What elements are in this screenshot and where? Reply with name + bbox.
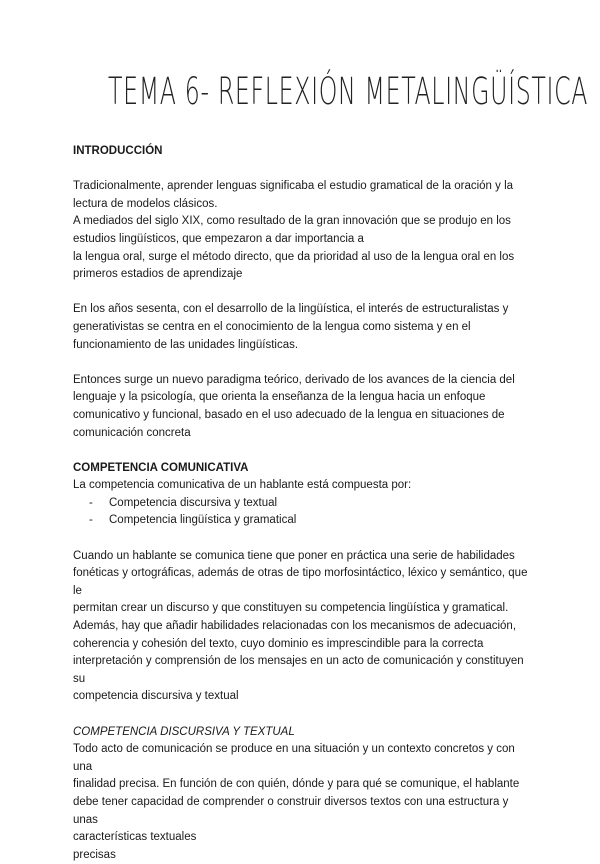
text-line: Tradicionalmente, aprender lenguas significaba el estudio gramatical de la oración y la	[73, 180, 514, 193]
text-line: Cuando un hablante se comunica tiene que poner en práctica una serie de habilidades	[73, 549, 515, 562]
document-body	[73, 143, 533, 864]
text-line: finalidad precisa. En función de con quién, dónde y para qué se comunique, el hablante	[73, 778, 520, 791]
text-line: estudios lingüísticos, que empezaron a dar importancia a	[73, 232, 364, 245]
text-line: primeros estadios de aprendizaje	[73, 268, 243, 281]
paragraph-intro-2	[73, 301, 533, 354]
text-line: La competencia comunicativa de un hablante está compuesta por:	[73, 479, 412, 492]
text-line: Todo acto de comunicación se produce en una situación y un contexto concretos y con una	[73, 743, 515, 773]
section-heading-competencia-comunicativa: COMPETENCIA COMUNICATIVA	[73, 461, 249, 474]
text-line: debe tener capacidad de comprender o construir diversos textos con una estructura y unas	[73, 795, 509, 826]
text-line: coherencia y cohesión del texto, cuyo dominio es imprescindible para la correcta	[73, 637, 484, 650]
text-line: fonéticas y ortográficas, además de otras de tipo morfosintáctico, léxico y semántico, que le	[73, 567, 528, 597]
paragraph-intro-1	[73, 178, 533, 284]
text-line: la lengua oral, surge el método directo, que da prioridad al uso de la lengua oral en los	[73, 250, 515, 263]
text-line: permitan crear un discurso y que constituyen su competencia lingüística y gramatical.	[73, 602, 509, 615]
paragraph-competencia-1	[73, 548, 533, 706]
text-line: comunicación concreta	[73, 426, 191, 439]
list-item: - Competencia discursiva y textual	[89, 496, 278, 509]
text-line: características textuales	[73, 831, 197, 844]
text-line: Entonces surge un nuevo paradigma teórico, derivado de los avances de la ciencia del	[73, 373, 515, 386]
text-line: interpretación y comprensión de los mensajes en un acto de comunicación y constituyen su	[73, 655, 524, 685]
text-line: A mediados del siglo XIX, como resultado de la gran innovación que se produjo en los	[73, 215, 511, 228]
list-item: - Competencia lingüística y gramatical	[89, 514, 297, 527]
competencia-list	[73, 495, 533, 530]
paragraph-discursiva-1	[73, 741, 533, 864]
text-line: Además, hay que añadir habilidades relacionadas con los mecanismos de adecuación,	[73, 620, 517, 633]
section-heading-competencia-discursiva: COMPETENCIA DISCURSIVA Y TEXTUAL	[73, 725, 295, 738]
text-line: competencia discursiva y textual	[73, 690, 239, 703]
page-title: TEMA 6- REFLEXIÓN METALINGÜÍSTICA	[108, 70, 589, 113]
text-line: funcionamiento de las unidades lingüísticas.	[73, 338, 299, 351]
paragraph-intro-3	[73, 372, 533, 442]
text-line: En los años sesenta, con el desarrollo de la lingüística, el interés de estructuralistas y	[73, 303, 509, 316]
section-heading-introduccion: INTRODUCCIÓN	[73, 145, 163, 157]
text-line: generativistas se centra en el conocimiento de la lengua como sistema y en el	[73, 320, 471, 333]
text-line: lenguaje y la psicología, que orienta la enseñanza de la lengua hacia un enfoque	[73, 391, 486, 404]
text-line: precisas	[73, 848, 116, 861]
text-line: comunicativo y funcional, basado en el uso adecuado de la lengua en situaciones de	[73, 408, 505, 421]
text-line: lectura de modelos clásicos.	[73, 197, 218, 210]
